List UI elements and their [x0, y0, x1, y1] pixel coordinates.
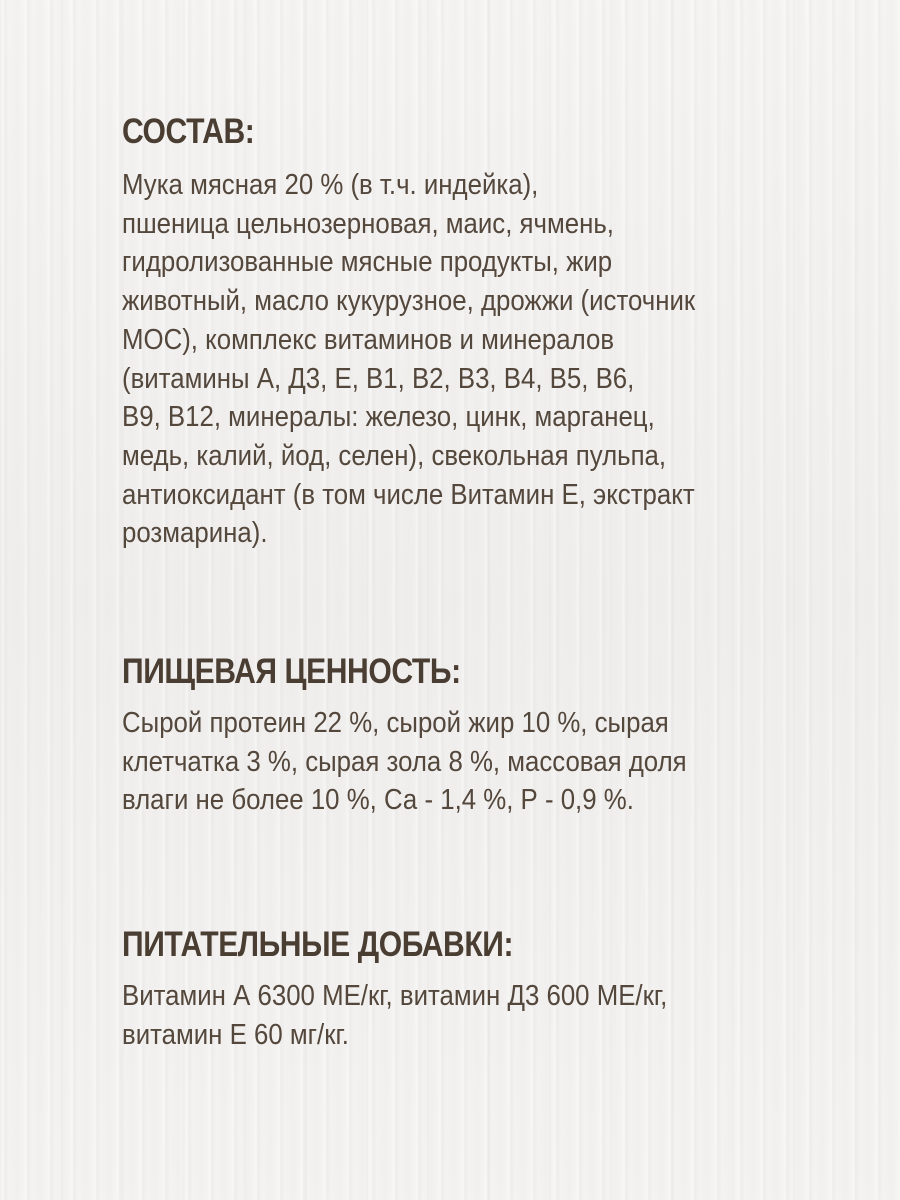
composition-line: Мука мясная 20 % (в т.ч. индейка), — [122, 169, 539, 201]
composition-line: В9, В12, минералы: железо, цинк, марганец, — [122, 401, 655, 434]
additives-section — [122, 925, 802, 1054]
additives-line: витамин Е 60 мг/кг. — [122, 1018, 349, 1051]
additives-line: Витамин А 6300 МЕ/кг, витамин Д3 600 МЕ/кг, — [122, 980, 668, 1012]
composition-heading: СОСТАВ: — [122, 112, 255, 151]
composition-line: МОС), комплекс витаминов и минералов — [122, 323, 615, 356]
nutrition-heading: ПИЩЕВАЯ ЦЕННОСТЬ: — [122, 652, 461, 691]
composition-line: гидролизованные мясные продукты, жир — [122, 246, 613, 279]
additives-text — [122, 977, 802, 1054]
nutrition-line: влаги не более 10 %, Са - 1,4 %, Р - 0,9 %. — [122, 784, 634, 817]
composition-line: (витамины А, Д3, Е, В1, В2, В3, В4, В5, В6, — [122, 362, 635, 395]
nutrition-line: клетчатка 3 %, сырая зола 8 %, массовая доля — [122, 745, 687, 778]
composition-text — [122, 166, 802, 553]
composition-line: розмарина). — [122, 517, 268, 550]
additives-heading: ПИТАТЕЛЬНЫЕ ДОБАВКИ: — [122, 925, 514, 964]
composition-line: антиоксидант (в том числе Витамин Е, экстракт — [122, 478, 695, 511]
composition-line: пшеница цельнозерновая, маис, ячмень, — [122, 207, 614, 240]
composition-section — [122, 112, 802, 553]
nutrition-section — [122, 652, 802, 820]
nutrition-text — [122, 704, 802, 820]
nutrition-line: Сырой протеин 22 %, сырой жир 10 %, сырая — [122, 707, 669, 739]
composition-line: животный, масло кукурузное, дрожжи (источник — [122, 285, 696, 318]
composition-line: медь, калий, йод, селен), свекольная пульпа, — [122, 439, 667, 472]
